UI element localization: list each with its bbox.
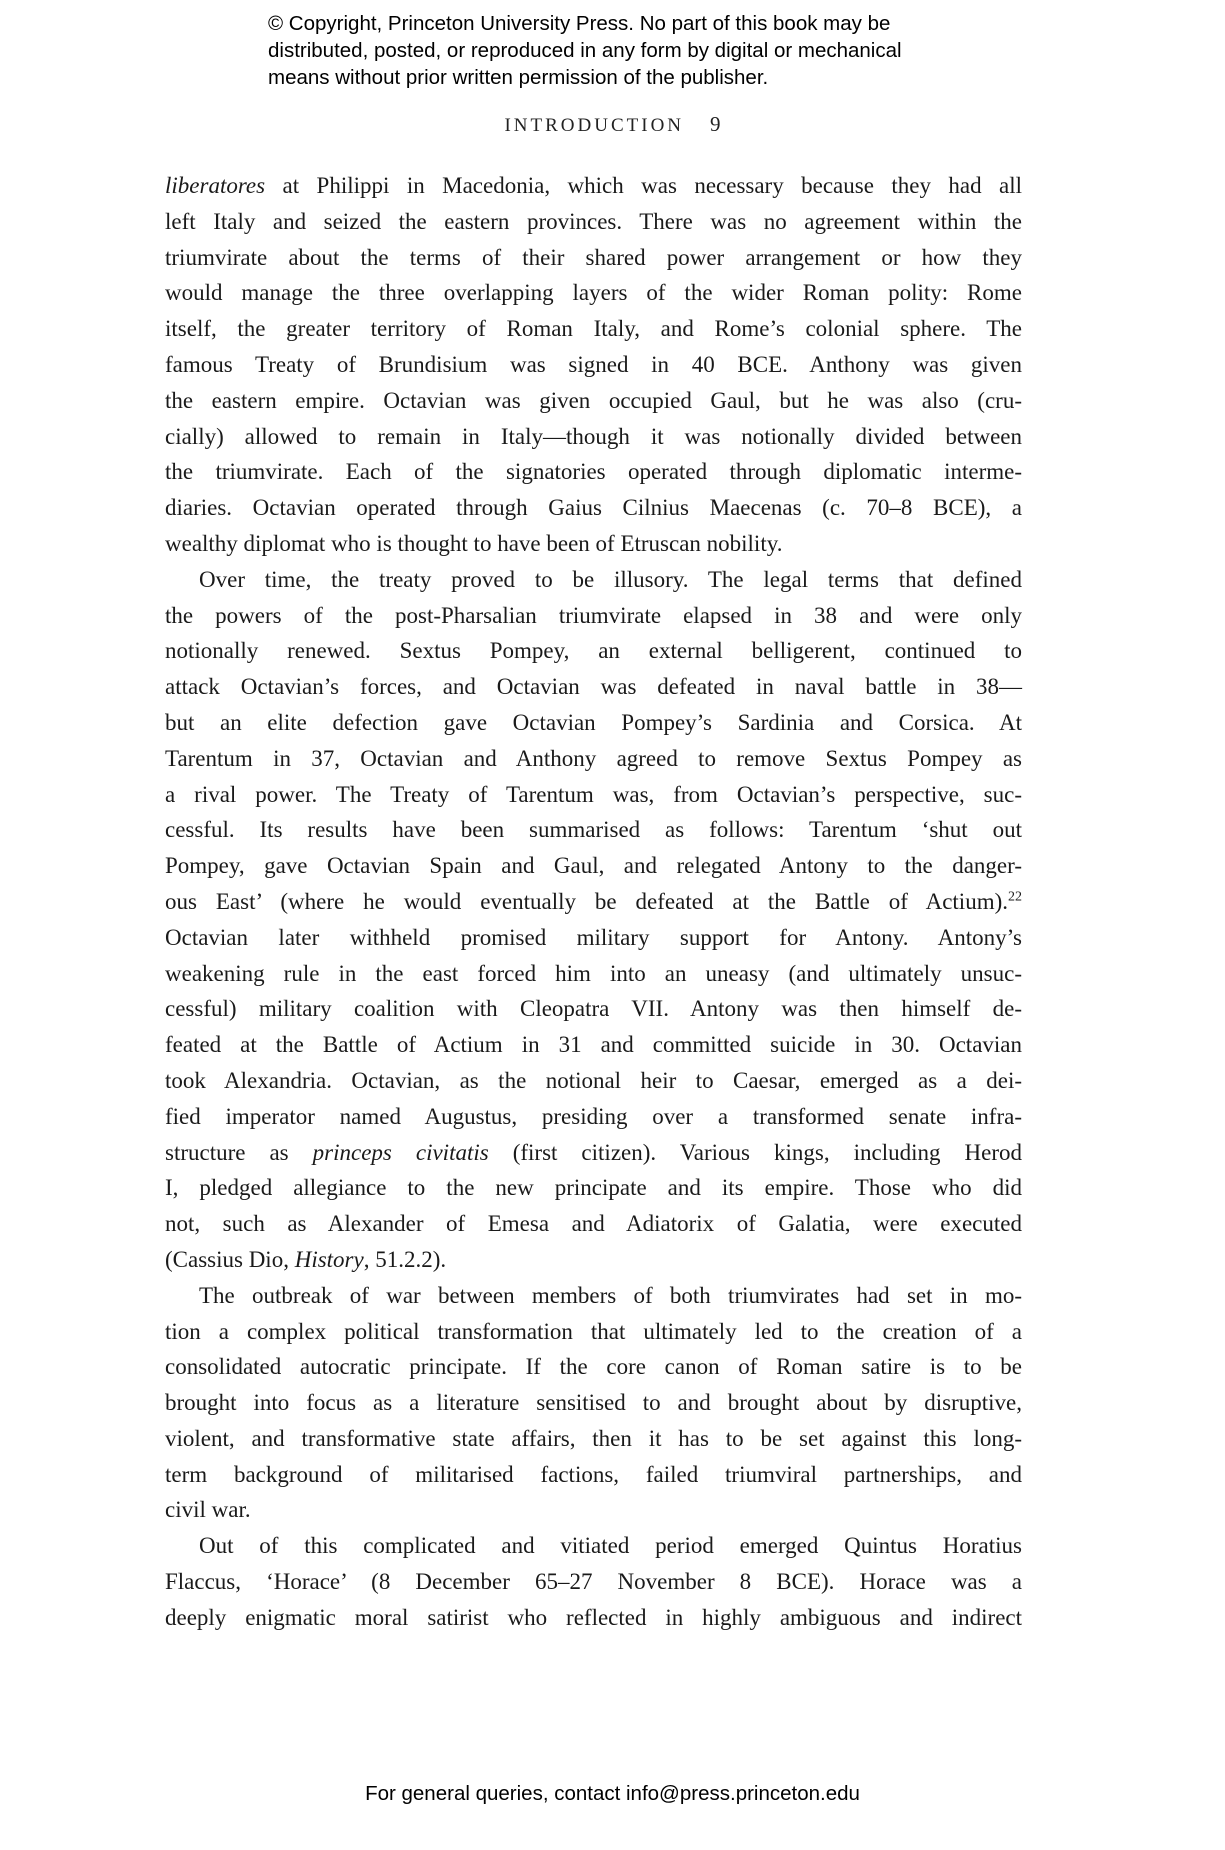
text-segment: Over time, the treaty proved to be illusory. The legal terms that defined bbox=[199, 566, 1022, 592]
text-line bbox=[165, 1099, 1022, 1135]
text-line bbox=[165, 991, 1022, 1027]
text-line bbox=[165, 1600, 1022, 1636]
text-segment: structure as bbox=[165, 1139, 313, 1165]
copyright-line: means without prior written permission of the publisher. bbox=[268, 66, 769, 89]
footer-contact: For general queries, contact info@press.princeton.edu bbox=[365, 1782, 860, 1805]
body-text bbox=[165, 168, 1022, 1636]
text-line bbox=[165, 311, 1022, 347]
text-line bbox=[165, 1027, 1022, 1063]
text-line bbox=[165, 920, 1022, 956]
text-segment: tion a complex political transformation that ultimately led to the creation of a bbox=[165, 1318, 1022, 1344]
text-line bbox=[165, 383, 1022, 419]
text-segment: brought into focus as a literature sensitised to and brought about by disruptive, bbox=[165, 1390, 1022, 1416]
text-segment: The outbreak of war between members of both triumvirates had set in mo- bbox=[199, 1282, 1022, 1308]
text-segment: at Philippi in Macedonia, which was necessary because they had all bbox=[265, 173, 1022, 198]
italic-text: liberatores bbox=[165, 173, 266, 198]
text-line bbox=[165, 204, 1022, 240]
text-line bbox=[165, 454, 1022, 490]
text-line bbox=[165, 1242, 1022, 1278]
text-line bbox=[165, 490, 1022, 526]
text-line bbox=[165, 240, 1022, 276]
running-head-title: INTRODUCTION bbox=[504, 115, 685, 136]
text-line bbox=[165, 777, 1022, 813]
text-line bbox=[165, 562, 1022, 598]
paragraph bbox=[165, 562, 1022, 1278]
text-segment: Out of this complicated and vitiated period emerged Quintus Horatius bbox=[199, 1533, 1022, 1559]
text-segment: diaries. Octavian operated through Gaius Cilnius Maecenas (c. 70–8 BCE), a bbox=[165, 495, 1022, 521]
text-segment: Octavian later withheld promised military support for Antony. Antony’s bbox=[165, 924, 1022, 950]
text-segment: the powers of the post-Pharsalian triumvirate elapsed in 38 and were only bbox=[165, 602, 1022, 628]
text-line bbox=[165, 669, 1022, 705]
text-segment: term background of militarised factions, failed triumviral partnerships, and bbox=[165, 1461, 1022, 1487]
text-segment: a rival power. The Treaty of Tarentum was, from Octavian’s perspective, suc- bbox=[165, 781, 1022, 807]
italic-text: History bbox=[294, 1246, 364, 1272]
text-segment: Pompey, gave Octavian Spain and Gaul, and relegated Antony to the danger- bbox=[165, 853, 1022, 879]
text-line bbox=[165, 1206, 1022, 1242]
copyright-notice bbox=[268, 10, 902, 91]
text-segment: not, such as Alexander of Emesa and Adiatorix of Galatia, were executed bbox=[165, 1211, 1022, 1237]
copyright-line: © Copyright, Princeton University Press. No part of this book may be bbox=[268, 12, 891, 35]
text-segment: ous East’ (where he would eventually be defeated at the Battle of Actium). bbox=[165, 888, 1008, 914]
text-segment: I, pledged allegiance to the new principate and its empire. Those who did bbox=[165, 1175, 1022, 1201]
text-segment: cially) allowed to remain in Italy—though it was notionally divided between bbox=[165, 423, 1022, 449]
italic-text: princeps civitatis bbox=[312, 1139, 489, 1165]
paragraph bbox=[165, 1278, 1022, 1529]
text-line bbox=[165, 1349, 1022, 1385]
text-segment: civil war. bbox=[165, 1497, 251, 1523]
text-segment: weakening rule in the east forced him into an uneasy (and ultimately unsuc- bbox=[165, 960, 1022, 986]
text-line bbox=[165, 1528, 1022, 1564]
text-segment: itself, the greater territory of Roman Italy, and Rome’s colonial sphere. The bbox=[165, 316, 1022, 342]
text-segment: cessful. Its results have been summarised as follows: Tarentum ‘shut out bbox=[165, 817, 1022, 843]
text-segment: Flaccus, ‘Horace’ (8 December 65–27 November 8 BCE). Horace was a bbox=[165, 1569, 1022, 1595]
page-number: 9 bbox=[710, 112, 721, 136]
text-line bbox=[165, 275, 1022, 311]
text-segment: (first citizen). Various kings, including Herod bbox=[488, 1139, 1022, 1165]
text-line bbox=[165, 812, 1022, 848]
text-segment: would manage the three overlapping layers of the wider Roman polity: Rome bbox=[165, 280, 1022, 306]
text-line bbox=[165, 1492, 1022, 1528]
text-segment: , 51.2.2). bbox=[363, 1246, 447, 1272]
text-segment: wealthy diplomat who is thought to have been of Etruscan nobility. bbox=[165, 530, 783, 556]
text-segment: consolidated autocratic principate. If the core canon of Roman satire is to be bbox=[165, 1354, 1022, 1380]
text-line bbox=[165, 1135, 1022, 1171]
text-line bbox=[165, 884, 1022, 920]
text-segment: but an elite defection gave Octavian Pompey’s Sardinia and Corsica. At bbox=[165, 709, 1022, 735]
text-line bbox=[165, 1457, 1022, 1493]
text-line bbox=[165, 956, 1022, 992]
text-segment: feated at the Battle of Actium in 31 and committed suicide in 30. Octavian bbox=[165, 1032, 1022, 1058]
text-line bbox=[165, 598, 1022, 634]
text-line bbox=[165, 741, 1022, 777]
text-line bbox=[165, 1564, 1022, 1600]
text-line bbox=[165, 1278, 1022, 1314]
text-segment: took Alexandria. Octavian, as the notional heir to Caesar, emerged as a dei- bbox=[165, 1067, 1022, 1093]
footnote-ref: 22 bbox=[1008, 889, 1022, 905]
text-line bbox=[165, 1314, 1022, 1350]
text-line bbox=[165, 848, 1022, 884]
text-segment: deeply enigmatic moral satirist who reflected in highly ambiguous and indirect bbox=[165, 1604, 1022, 1630]
running-head bbox=[0, 112, 1225, 137]
text-line bbox=[165, 1063, 1022, 1099]
text-segment: violent, and transformative state affairs, then it has to be set against this long- bbox=[165, 1425, 1022, 1451]
paragraph bbox=[165, 1528, 1022, 1635]
text-line bbox=[165, 1170, 1022, 1206]
paragraph bbox=[165, 168, 1022, 562]
text-segment: Tarentum in 37, Octavian and Anthony agreed to remove Sextus Pompey as bbox=[165, 745, 1022, 771]
text-segment: left Italy and seized the eastern provinces. There was no agreement within the bbox=[165, 208, 1022, 234]
copyright-line: distributed, posted, or reproduced in any form by digital or mechanical bbox=[268, 39, 902, 62]
text-segment: triumvirate about the terms of their shared power arrangement or how they bbox=[165, 244, 1022, 270]
text-line bbox=[165, 419, 1022, 455]
text-segment: the eastern empire. Octavian was given occupied Gaul, but he was also (cru- bbox=[165, 387, 1022, 413]
text-line bbox=[165, 347, 1022, 383]
text-segment: the triumvirate. Each of the signatories operated through diplomatic interme- bbox=[165, 459, 1022, 485]
text-segment: fied imperator named Augustus, presiding over a transformed senate infra- bbox=[165, 1103, 1022, 1129]
text-line bbox=[165, 526, 1022, 562]
text-segment: cessful) military coalition with Cleopatra VII. Antony was then himself de- bbox=[165, 996, 1022, 1022]
text-segment: attack Octavian’s forces, and Octavian was defeated in naval battle in 38— bbox=[165, 674, 1022, 700]
text-line bbox=[165, 705, 1022, 741]
text-segment: (Cassius Dio, bbox=[165, 1246, 295, 1272]
text-line bbox=[165, 168, 1022, 204]
text-line bbox=[165, 1385, 1022, 1421]
text-line bbox=[165, 1421, 1022, 1457]
text-segment: notionally renewed. Sextus Pompey, an external belligerent, continued to bbox=[165, 638, 1022, 664]
text-line bbox=[165, 633, 1022, 669]
text-segment: famous Treaty of Brundisium was signed in 40 BCE. Anthony was given bbox=[165, 351, 1022, 377]
